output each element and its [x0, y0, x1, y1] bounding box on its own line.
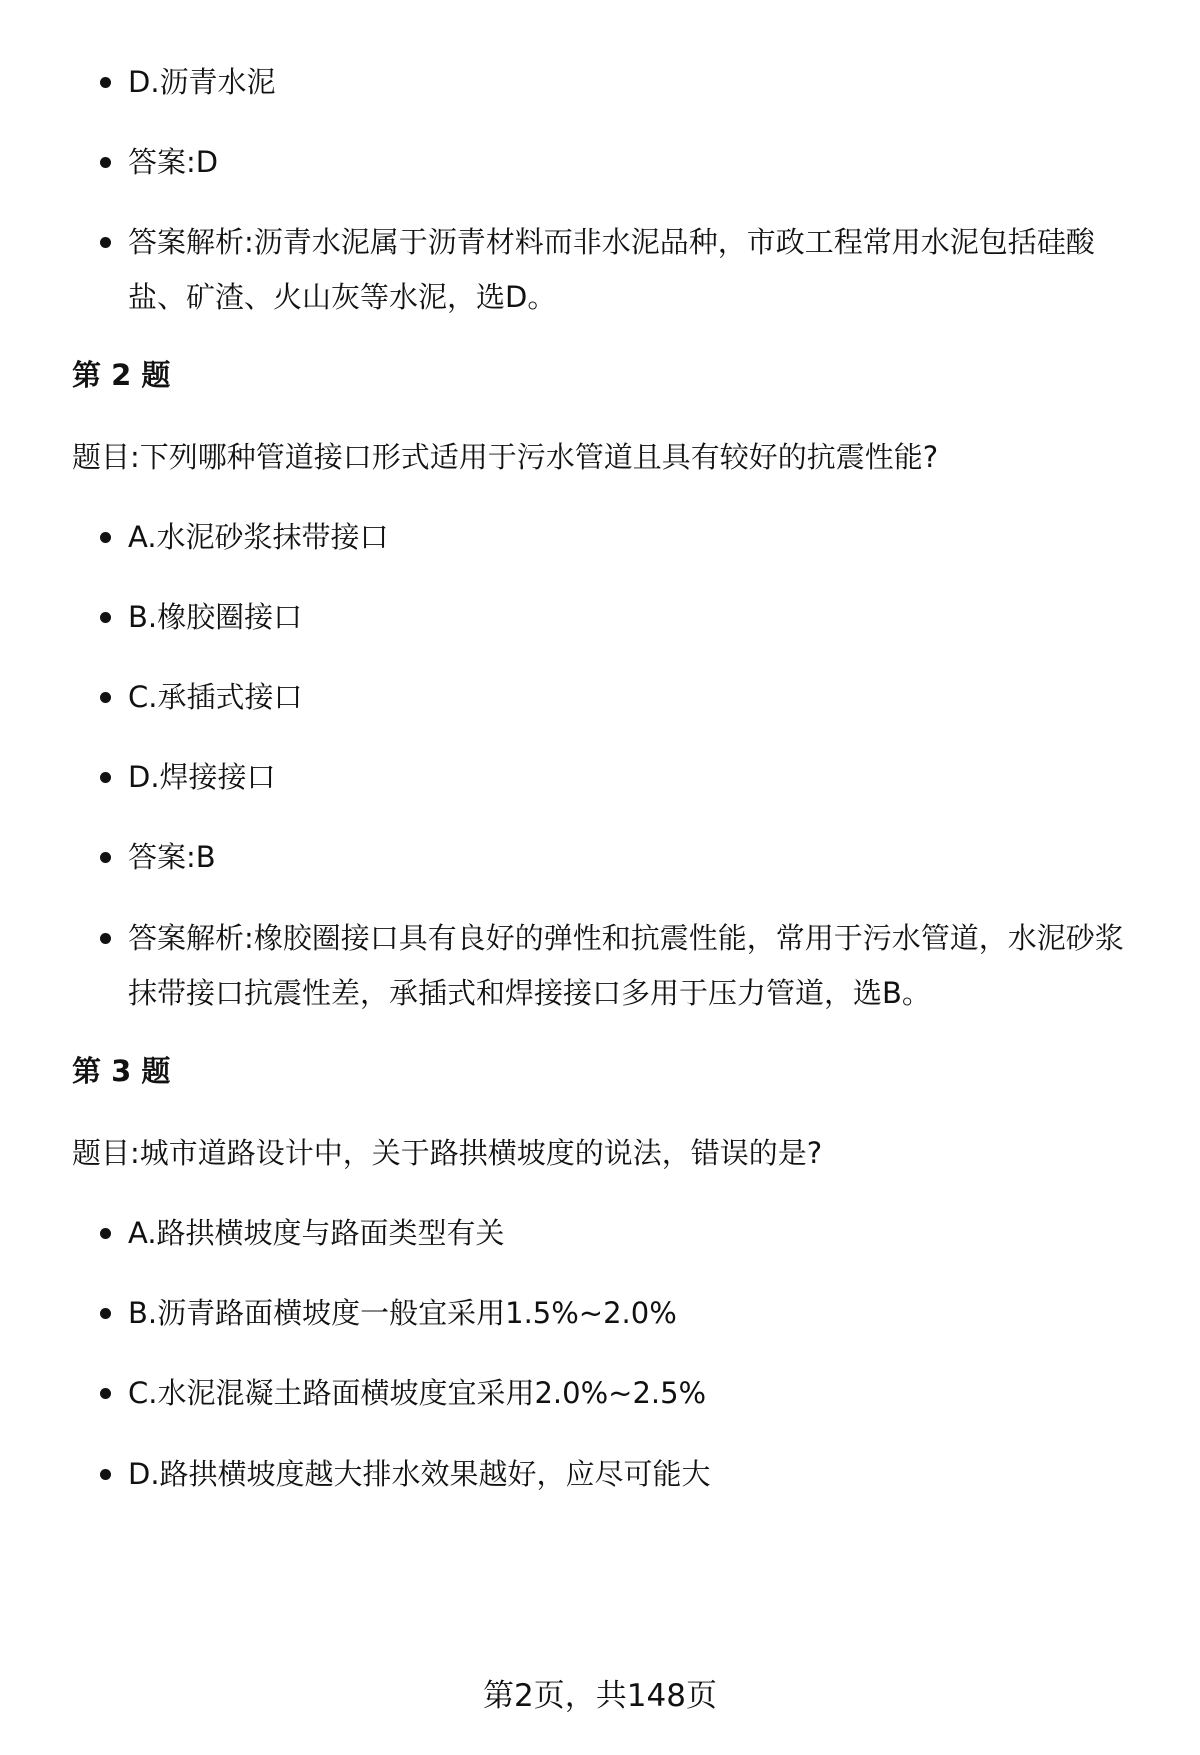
- option-text: A.水泥砂浆抹带接口: [128, 520, 389, 554]
- page-number-footer: 第2页，共148页: [483, 1678, 717, 1714]
- bullet-icon: [100, 237, 111, 248]
- analysis-text-line1: 答案解析:橡胶圈接口具有良好的弹性和抗震性能，常用于污水管道，水泥砂浆: [128, 921, 1124, 955]
- option-text: D.焊接接口: [128, 760, 276, 794]
- answer-text: 答案:B: [128, 840, 216, 874]
- question-heading-3: 第 3 题: [72, 1054, 171, 1088]
- bullet-icon: [100, 77, 111, 88]
- bullet-icon: [100, 692, 111, 703]
- bullet-icon: [100, 772, 111, 783]
- bullet-icon: [100, 1228, 111, 1239]
- bullet-icon: [100, 532, 111, 543]
- answer-text: 答案:D: [128, 145, 219, 179]
- bullet-icon: [100, 1469, 111, 1480]
- question-text-3: 题目:城市道路设计中，关于路拱横坡度的说法，错误的是?: [72, 1136, 823, 1170]
- bullet-icon: [100, 1388, 111, 1399]
- bullet-icon: [100, 933, 111, 944]
- option-text: D.路拱横坡度越大排水效果越好，应尽可能大: [128, 1457, 711, 1491]
- option-text: C.水泥混凝土路面横坡度宜采用2.0%~2.5%: [128, 1376, 707, 1410]
- bullet-icon: [100, 612, 111, 623]
- option-text: D.沥青水泥: [128, 65, 276, 99]
- option-text: A.路拱横坡度与路面类型有关: [128, 1216, 505, 1250]
- analysis-text-line2: 抹带接口抗震性差，承插式和焊接接口多用于压力管道，选B。: [128, 976, 931, 1010]
- question-heading-2: 第 2 题: [72, 358, 171, 392]
- analysis-text-line1: 答案解析:沥青水泥属于沥青材料而非水泥品种，市政工程常用水泥包括硅酸: [128, 225, 1095, 259]
- bullet-icon: [100, 157, 111, 168]
- analysis-text-line2: 盐、矿渣、火山灰等水泥，选D。: [128, 280, 557, 314]
- bullet-icon: [100, 852, 111, 863]
- question-text-2: 题目:下列哪种管道接口形式适用于污水管道且具有较好的抗震性能?: [72, 440, 939, 474]
- option-text: B.沥青路面横坡度一般宜采用1.5%~2.0%: [128, 1296, 677, 1330]
- option-text: C.承插式接口: [128, 680, 303, 714]
- option-text: B.橡胶圈接口: [128, 600, 303, 634]
- bullet-icon: [100, 1308, 111, 1319]
